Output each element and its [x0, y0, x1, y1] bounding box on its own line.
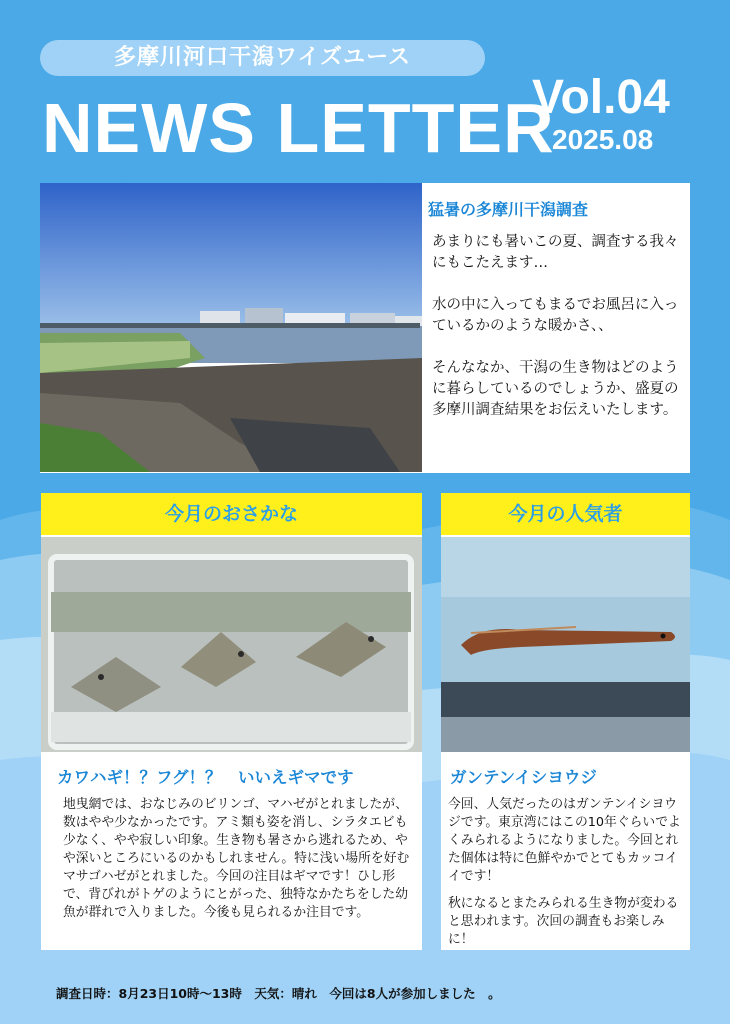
feature-card — [40, 183, 690, 473]
survey-footer: 調査日時：8月23日10時～13時 天気：晴れ 今回は8人が参加しました 。 — [56, 986, 501, 1001]
popular-paragraph: 秋になるとまたみられる生き物が変わると思われます。次回の調査もお楽しみに！ — [448, 896, 679, 947]
volume-label: Vol.04 — [532, 71, 670, 124]
issue-date: 2025.08 — [552, 124, 654, 155]
popular-section-label: 今月の人気者 — [441, 493, 690, 535]
feature-paragraph: 水の中に入ってもまるでお風呂に入っているかのような暖かさ、、 — [432, 297, 679, 334]
fish-heading: カワハギ！？フグ！？ いいえギマです — [57, 768, 354, 787]
fish-section-label: 今月のおさかな — [41, 493, 422, 535]
popular-paragraph: 今回、人気だったのはガンテンイシヨウジです。東京湾にはこの10年ぐらいでよくみられるようになりました。今回とれた個体は特に色鮮やかでとてもカッコイイです！ — [448, 797, 681, 884]
newsletter-title: NEWS LETTER — [42, 89, 555, 167]
popular-heading: ガンテンイシヨウジ — [450, 768, 597, 787]
gima-photo — [41, 537, 422, 752]
feature-paragraph: そんななか、干潟の生き物はどのように暮らしているのでしょうか、盛夏の多摩川調査結果をお伝えいたします。 — [432, 360, 679, 418]
feature-paragraph: あまりにも暑いこの夏、調査する我々にもこたえます… — [432, 234, 679, 271]
popular-card — [441, 493, 690, 950]
tidal-flat-photo — [40, 183, 422, 472]
org-name-pill: 多摩川河口干潟ワイズユース — [40, 40, 485, 76]
feature-heading: 猛暑の多摩川干潟調査 — [428, 200, 589, 219]
pipefish-photo — [441, 537, 690, 752]
fish-card — [41, 493, 422, 950]
fish-body: 地曳網では、おなじみのビリンゴ、マハゼがとれましたが、数はやや少なかったです。アミ類も姿を消し、シラタエビも少なく、やや寂しい印象。生き物も暑さから逃れるため、やや深いところにいるのかもしれません。特に浅い場所を好むマサゴハゼがとれました。今回の注目はギマです！ひし形で、背びれがトゲのようにとがった、独特なかたちをした幼魚が群れで入りました。今後も見られるか注目です。 — [63, 797, 410, 920]
